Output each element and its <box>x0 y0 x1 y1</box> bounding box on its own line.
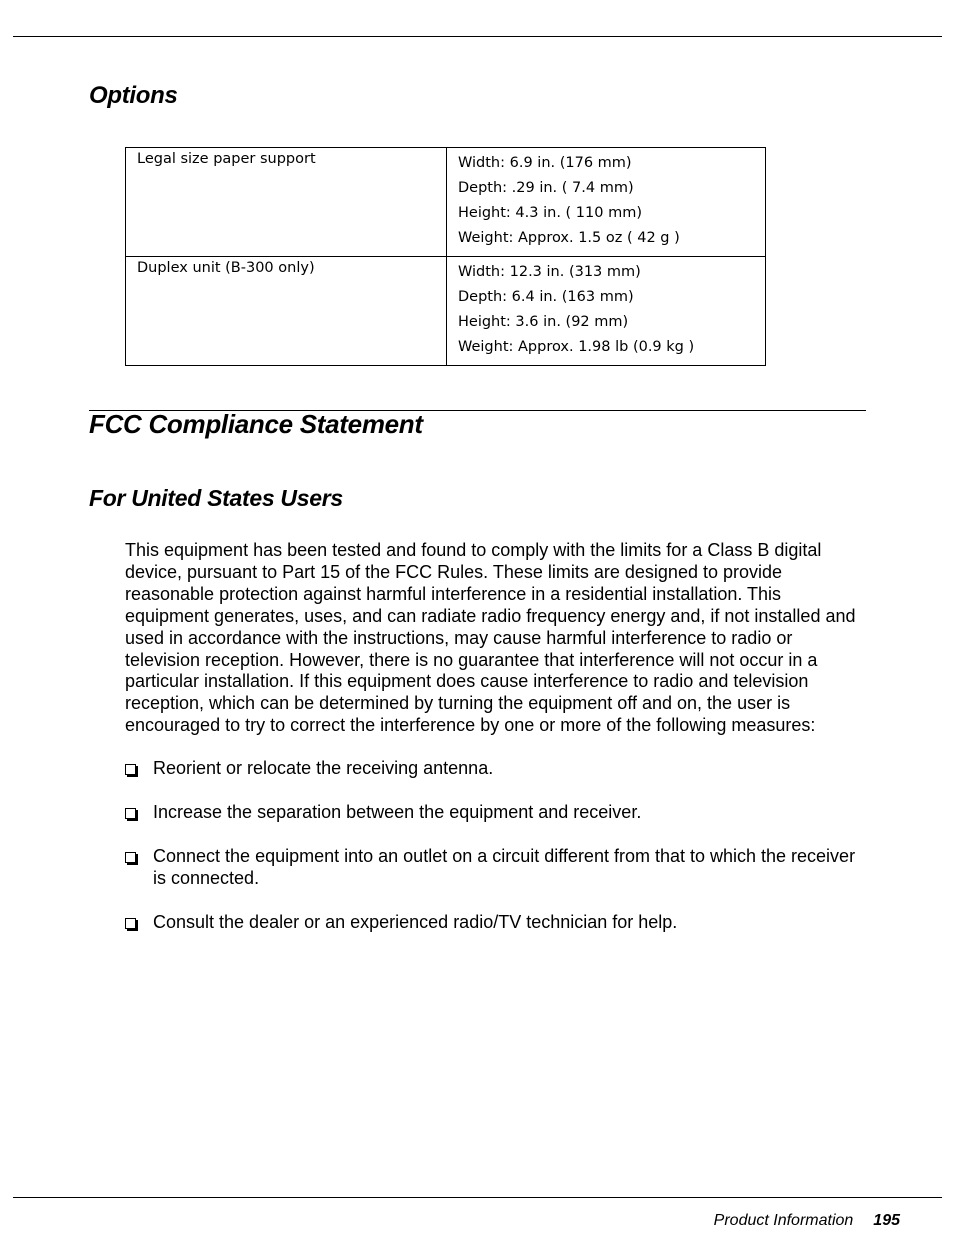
checkbox-bullet-icon <box>125 852 136 863</box>
options-heading: Options <box>89 82 178 109</box>
measure-text: Connect the equipment into an outlet on a circuit different from that to which the receiver is connected. <box>153 845 856 888</box>
option-specs <box>447 257 766 366</box>
list-item <box>125 802 865 824</box>
options-table <box>125 147 766 366</box>
measures-list <box>125 758 865 956</box>
spec-line: Width: 6.9 in. (176 mm) <box>458 155 632 171</box>
spec-line: Weight: Approx. 1.98 lb (0.9 kg ) <box>458 339 695 355</box>
spec-line: Width: 12.3 in. (313 mm) <box>458 264 641 280</box>
measure-text: Reorient or relocate the receiving antenna. <box>153 758 494 778</box>
fcc-paragraph: This equipment has been tested and found to comply with the limits for a Class B digital device, pursuant to Part 15 of the FCC Rules. These limits are designed to provide reasonable protection against harmful interference in a residential installation. This equipment generates, uses, and can radiate radio frequency energy and, if not installed and used in accordance with the instructions, may cause harmful interference to radio or television reception. However, there is no guarantee that interference will not occur in a particular installation. If this equipment does cause interference to radio and television reception, which can be determined by turning the equipment off and on, the user is encouraged to try to correct the interference by one or more of the following measures: <box>125 540 856 736</box>
us-users-heading: For United States Users <box>89 485 343 511</box>
footer-section: Product Information <box>713 1212 854 1229</box>
fcc-heading: FCC Compliance Statement <box>89 409 423 439</box>
spec-line: Height: 4.3 in. ( 110 mm) <box>458 205 642 221</box>
checkbox-bullet-icon <box>125 764 136 775</box>
spec-line: Height: 3.6 in. (92 mm) <box>458 314 629 330</box>
footer-rule <box>13 1197 942 1198</box>
table-row <box>126 257 766 366</box>
list-item <box>125 912 865 934</box>
checkbox-bullet-icon <box>125 918 136 929</box>
option-name: Duplex unit (B-300 only) <box>126 257 447 366</box>
spec-line: Depth: .29 in. ( 7.4 mm) <box>458 180 634 196</box>
measure-text: Increase the separation between the equipment and receiver. <box>153 801 642 822</box>
checkbox-bullet-icon <box>125 808 136 819</box>
spec-line: Depth: 6.4 in. (163 mm) <box>458 289 634 305</box>
list-item <box>125 758 865 780</box>
page-footer <box>714 1212 900 1230</box>
option-specs <box>447 148 766 257</box>
table-row <box>126 148 766 257</box>
spec-line: Weight: Approx. 1.5 oz ( 42 g ) <box>458 230 680 246</box>
option-name: Legal size paper support <box>126 148 447 257</box>
page-number: 195 <box>873 1212 900 1229</box>
measure-text: Consult the dealer or an experienced radio/TV technician for help. <box>153 911 678 932</box>
list-item <box>125 846 865 890</box>
header-rule <box>13 36 942 37</box>
